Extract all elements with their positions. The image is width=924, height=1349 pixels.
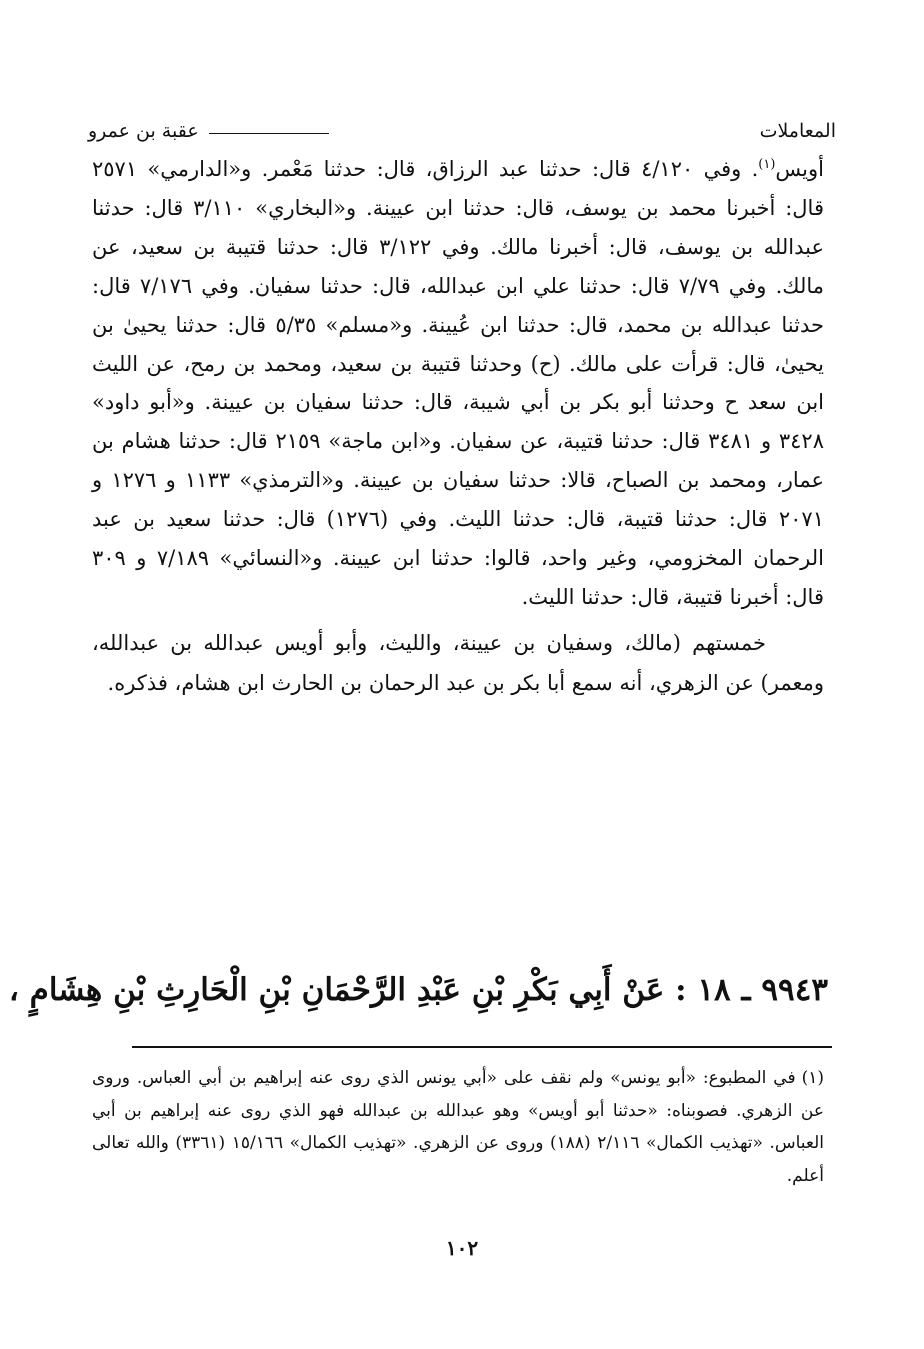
takhrij-paragraph (92, 150, 824, 617)
main-text (92, 150, 824, 703)
footnote-number: (١) (801, 1068, 824, 1088)
header-subtitle-block (88, 120, 329, 142)
header-rule (209, 133, 329, 134)
footnote-divider (132, 1046, 832, 1048)
header-musnad-name: عقبة بن عمرو (88, 120, 199, 142)
footnote (92, 1062, 824, 1192)
running-header (88, 112, 836, 142)
header-section-title: المعاملات (759, 120, 836, 142)
summary-paragraph: خمستهم (مالك، وسفيان بن عيينة، والليث، وأبو أويس عبدالله بن عبدالله، ومعمر) عن الزهري، أنه سمع أبا بكر بن عبد الرحمان بن الحارث ابن هشام، فذكره. (92, 630, 824, 695)
page-number: ١٠٢ (445, 1236, 479, 1260)
paragraph-start: أويس (775, 157, 824, 181)
hadith-heading: ٩٩٤٣ ـ ١٨ : عَنْ أَبِي بَكْرِ بْنِ عَبْدِ الرَّحْمَانِ بْنِ الْحَارِثِ بْنِ هِشَامٍ ، (8, 972, 828, 1008)
footnote-reference: (١) (758, 157, 776, 172)
footnote-text: في المطبوع: «أبو يونس» ولم نقف على «أبي يونس الذي روى عنه إبراهيم بن أبي العباس. وروى عن الزهري. فصوبناه: «حدثنا أبو أويس» وهو عبدالله بن عبدالله فهو الذي روى عنه إبراهيم بن أبي العباس. «تهذيب الكمال» ٢/١١٦ (١٨٨) وروى عن الزهري. «تهذيب الكمال» ١٥/١٦٦ (٣٣٦١) والله تعالى أعلم. (92, 1068, 825, 1186)
paragraph-continuation: . وفي ٤/١٢٠ قال: حدثنا عبد الرزاق، قال: حدثنا مَعْمر. و«الدارمي» ٢٥٧١ قال: أخبرنا محمد بن يوسف، قال: حدثنا ابن عيينة. و«البخاري» ٣/١١٠ قال: حدثنا عبدالله بن يوسف، قال: أخبرنا مالك. وفي ٣/١٢٢ قال: حدثنا قتيبة بن سعيد، عن مالك. وفي ٧/٧٩ قال: حدثنا علي ابن عبدالله، قال: حدثنا سفيان. وفي ٧/١٧٦ قال: حدثنا عبدالله بن محمد، قال: حدثنا ابن عُيينة. و«مسلم» ٥/٣٥ قال: حدثنا يحيىٰ بن يحيىٰ، قال: قرأت على مالك. (ح) وحدثنا قتيبة بن سعيد، ومحمد بن رمح، عن الليث ابن سعد ح وحدثنا أبو بكر بن أبي شيبة، قال: حدثنا سفيان بن عيينة. و«أبو داود» ٣٤٢٨ و ٣٤٨١ قال: حدثنا قتيبة، عن سفيان. و«ابن ماجة» ٢١٥٩ قال: حدثنا هشام بن عمار، ومحمد بن الصباح، قالا: حدثنا سفيان بن عيينة. و«الترمذي» ١١٣٣ و ١٢٧٦ و ٢٠٧١ قال: حدثنا قتيبة، قال: حدثنا الليث. وفي (١٢٧٦) قال: حدثنا سعيد بن عبد الرحمان المخزومي، وغير واحد، قالوا: حدثنا ابن عيينة. و«النسائي» ٧/١٨٩ و ٣٠٩ قال: أخبرنا قتيبة، قال: حدثنا الليث. (92, 157, 825, 609)
